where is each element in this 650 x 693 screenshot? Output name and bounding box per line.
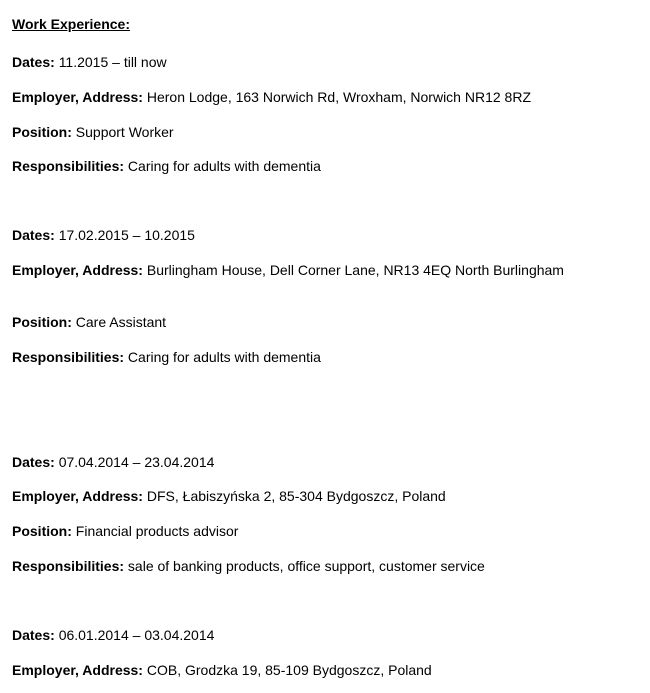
- dates-value: 17.02.2015 – 10.2015: [58, 227, 195, 243]
- position-value: Support Worker: [75, 124, 174, 140]
- job-2-responsibilities: [12, 348, 612, 366]
- dates-label: Dates:: [12, 54, 55, 70]
- job-2-employer: [12, 261, 602, 279]
- dates-value: 06.01.2014 – 03.04.2014: [58, 627, 215, 643]
- employer-label: Employer, Address:: [12, 662, 143, 678]
- dates-label: Dates:: [12, 227, 55, 243]
- employer-label: Employer, Address:: [12, 89, 143, 105]
- responsibilities-value: sale of banking products, office support, customer service: [127, 558, 485, 574]
- job-4-employer: [12, 661, 612, 679]
- dates-value: 11.2015 – till now: [58, 54, 167, 70]
- position-label: Position:: [12, 314, 72, 330]
- responsibilities-label: Responsibilities:: [12, 158, 125, 174]
- employer-label: Employer, Address:: [12, 488, 143, 504]
- job-2-dates: [12, 226, 612, 244]
- job-1-responsibilities: [12, 157, 612, 175]
- responsibilities-value: Caring for adults with dementia: [127, 349, 321, 365]
- job-3-responsibilities: [12, 557, 612, 575]
- dates-value: 07.04.2014 – 23.04.2014: [58, 454, 215, 470]
- responsibilities-value: Caring for adults with dementia: [127, 158, 321, 174]
- employer-value: Heron Lodge, 163 Norwich Rd, Wroxham, Norwich NR12 8RZ: [146, 89, 531, 105]
- responsibilities-label: Responsibilities:: [12, 558, 125, 574]
- job-3-position: [12, 522, 612, 540]
- job-3-dates: [12, 453, 612, 471]
- job-1-dates: [12, 53, 612, 71]
- employer-value: Burlingham House, Dell Corner Lane, NR13 4EQ North Burlingham: [146, 262, 564, 278]
- job-1-employer: [12, 88, 612, 106]
- position-label: Position:: [12, 124, 72, 140]
- section-title: Work Experience:: [12, 16, 131, 32]
- dates-label: Dates:: [12, 627, 55, 643]
- dates-label: Dates:: [12, 454, 55, 470]
- employer-value: COB, Grodzka 19, 85-109 Bydgoszcz, Poland: [146, 662, 432, 678]
- position-label: Position:: [12, 523, 72, 539]
- employer-label: Employer, Address:: [12, 262, 143, 278]
- job-1-position: [12, 123, 612, 141]
- job-3-employer: [12, 487, 612, 505]
- job-4-dates: [12, 626, 612, 644]
- job-2-position: [12, 313, 612, 331]
- employer-value: DFS, Łabiszyńska 2, 85-304 Bydgoszcz, Poland: [146, 488, 446, 504]
- position-value: Financial products advisor: [75, 523, 239, 539]
- position-value: Care Assistant: [75, 314, 167, 330]
- responsibilities-label: Responsibilities:: [12, 349, 125, 365]
